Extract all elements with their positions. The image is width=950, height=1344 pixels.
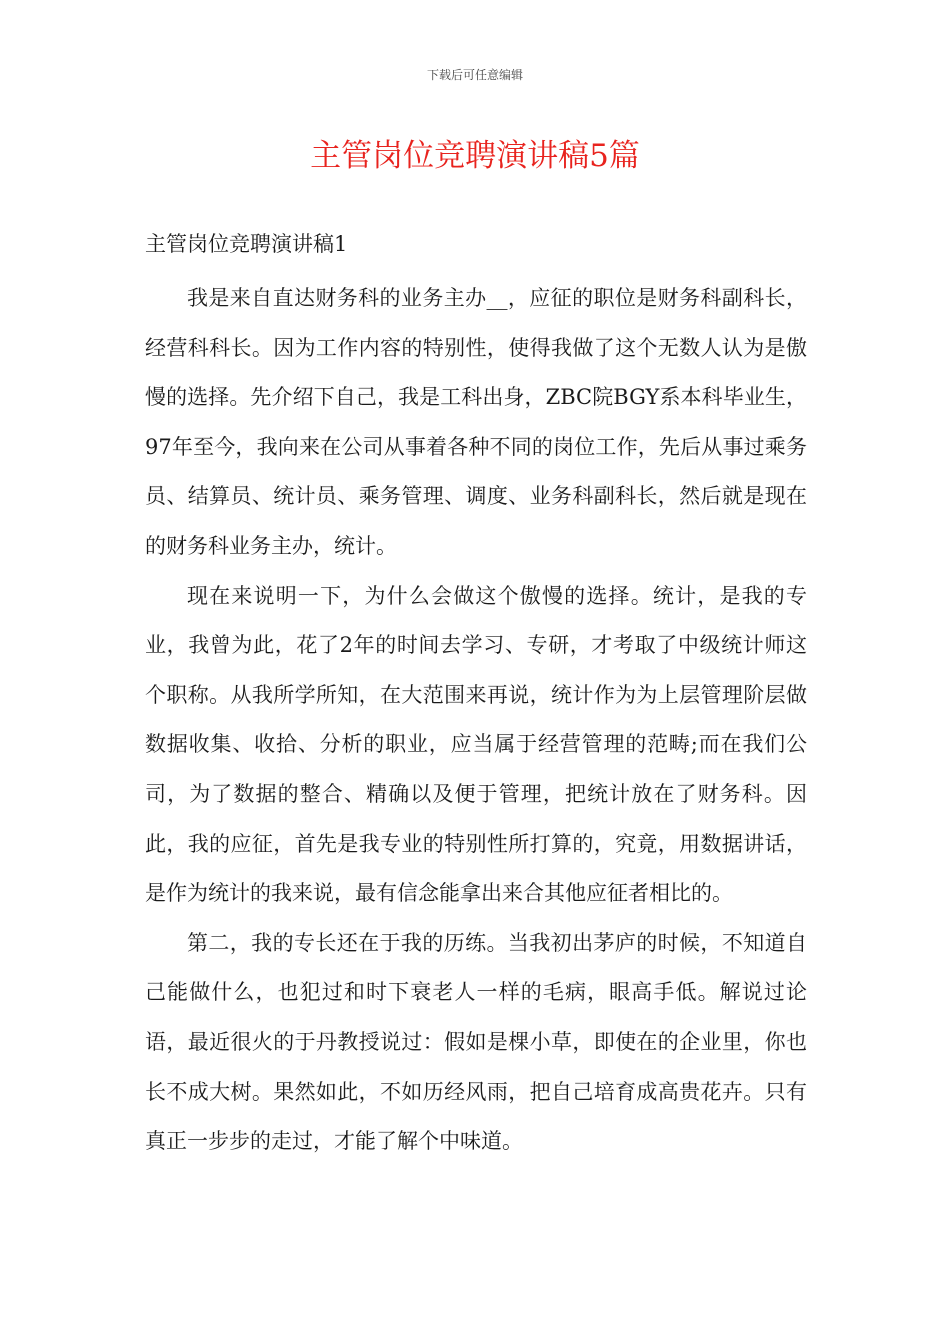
- document-title: 主管岗位竞聘演讲稿5篇: [310, 138, 640, 174]
- section-heading: 主管岗位竞聘演讲稿1: [145, 232, 348, 256]
- body-paragraph: 现在来说明一下，为什么会做这个傲慢的选择。统计，是我的专业，我曾为此，花了2年的时间去学习、专研，才考取了中级统计师这个职称。从我所学所知，在大范围来再说，统计作为为上层管理阶层做数据收集、收拾、分析的职业，应当属于经营管理的范畴;而在我们公司，为了数据的整合、精确以及便于管理，把统计放在了财务科。因此，我的应征，首先是我专业的特别性所打算的，究竟，用数据讲话，是作为统计的我来说，最有信念能拿出来合其他应征者相比的。: [145, 583, 807, 906]
- body-paragraph: 第二，我的专长还在于我的历练。当我初出茅庐的时候，不知道自己能做什么，也犯过和时下衰老人一样的毛病，眼高手低。解说过论语，最近很火的于丹教授说过：假如是棵小草，即使在的企业里，你也长不成大树。果然如此，不如历经风雨，把自己培育成高贵花卉。只有真正一步步的走过，才能了解个中味道。: [145, 930, 807, 1154]
- document-body: [145, 224, 807, 1167]
- body-paragraph: 我是来自直达财务科的业务主办__，应征的职位是财务科副科长，经营科科长。因为工作内容的特别性，使得我做了这个无数人认为是傲慢的选择。先介绍下自己，我是工科出身，ZBC院BGY系本科毕业生，97年至今，我向来在公司从事着各种不同的岗位工作，先后从事过乘务员、结算员、统计员、乘务管理、调度、业务科副科长，然后就是现在的财务科业务主办，统计。: [145, 286, 807, 558]
- header-note: 下载后可任意编辑: [426, 68, 523, 82]
